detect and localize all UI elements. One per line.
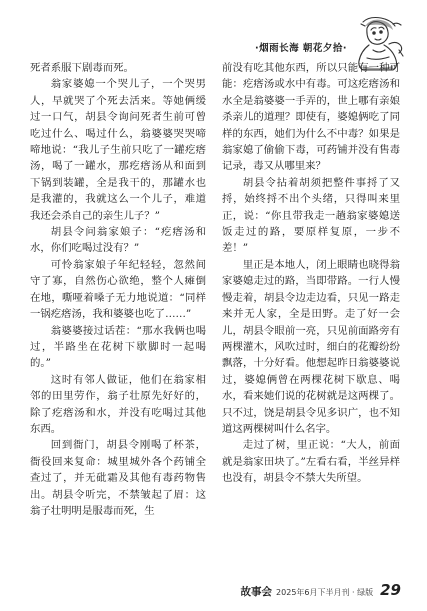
section-header-title: ·烟雨长海 朝花夕拾· (254, 43, 347, 54)
article-paragraph: 回到衙门，胡县令刚喝了杯茶，衙役回来复命：城里城外各个药铺全查过了，并无砒霜及其他有毒药物售出。胡县令听完，不禁皱起了眉：这翁子壮明明是服毒而死，生 (30, 439, 206, 517)
page-footer (241, 581, 401, 599)
article-paragraph: 死者系服下剧毒而死。 (30, 62, 134, 74)
article-paragraph: 里正是本地人，闭上眼睛也晓得翁家婆媳走过的路，当即带路。一行人慢慢走着，胡县令边走边看，只见一路走来并无人家，全是田野。走了好一会儿，胡县令眼前一亮，只见前面路旁有两棵灌木，风吹过时，细白的花瓣纷纷飘落，十分好看。他想起昨日翁婆婆说过，婆媳俩曾在两棵花树下歇息、喝水，看来她们说的花树就是这两棵了。只不过，饶是胡县令见多识广，也不知道这两棵树叫什么名字。 (222, 258, 400, 435)
article-paragraph: 前没有吃其他东西，所以只能有一种可能：疙瘩汤或水中有毒。可这疙瘩汤和水全是翁婆婆一手弄的，世上哪有亲娘杀亲儿的道理？即使有，婆媳俩吃了同样的东西，她们为什么不中毒？如果是翁家媳了偷偷下毒，可药铺并没有售毒记录，毒又从哪里来？ (222, 62, 400, 173)
article-paragraph: 翁家婆媳一个哭儿子，一个哭男人，早就哭了个死去活来。等她俩缓过一口气，胡县令询问死者生前可曾吃过什么、喝过什么，翁婆婆哭哭啼啼地说：“我儿子生前只吃了一罐疙瘩汤，喝了一罐水，那疙瘩汤从和面到下锅到装罐，全是我干的，那罐水也是我灌的，我就这么一个儿子，难道我还会杀自己的亲生儿子？” (30, 78, 206, 222)
article-paragraph: 可怜翁家娘子年纪轻轻，忽然间守了寡，自然伤心欲绝，整个人瘫倒在地，嘶哑着嗓子无力地说道：“同样一锅疙瘩汤，我和婆婆也吃了……” (30, 258, 206, 321)
magazine-brand: 故事会 (240, 586, 273, 598)
article-paragraph: 走过了树，里正说：“大人，前面就是翁家田块了。”左看右看，半丝异样也没有，胡县令不禁大失所望。 (222, 439, 400, 485)
article-paragraph: 胡县令问翁家娘子：“疙瘩汤和水，你们吃喝过没有？” (30, 226, 206, 255)
page-number: 29 (380, 581, 401, 599)
article-column-left (30, 60, 206, 519)
article-column-right (222, 60, 400, 487)
article-paragraph: 这时有邻人做证，他们在翁家相邻的田里劳作，翁子壮原先好好的，除了疙瘩汤和水，并没有吃喝过其他东西。 (30, 373, 206, 435)
issue-info: 2025年6月下半月刊 · 绿版 (276, 588, 374, 597)
article-paragraph: 翁婆婆接过话茬：“那水我俩也喝过，半路坐在花树下歇脚时一起喝的。” (30, 324, 206, 370)
article-paragraph: 胡县令拈着胡须把整件事捋了又捋，始终捋不出个头绪，只得叫来里正，说：“你且带我走一趟翁家婆媳送饭走过的路，要原样复原，一步不差！” (222, 176, 400, 255)
